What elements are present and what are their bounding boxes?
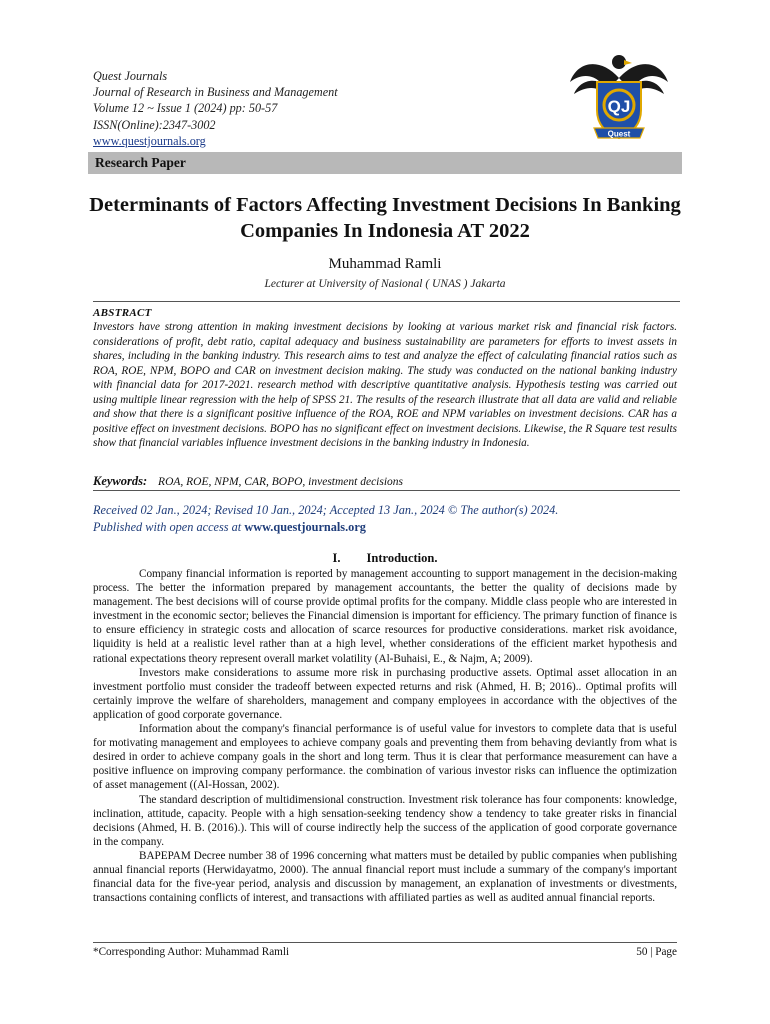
paragraph: The standard description of multidimensional construction. Investment risk tolerance has four components: knowledge, inclination, attitude, capacity. People with a high sensation-seeking tendency show a tendency to take greater risks in financial decisions (Ahmed, H. B. (2016).). This will of course indirectly help the success of the application of good corporate governance in the company.	[93, 793, 677, 848]
journal-header	[93, 68, 338, 149]
paragraph: Company financial information is reported by management accounting to support management in the decision-making process. The better the information prepared by management accountants, the better the quality of decisions made by management. The best decisions will of course provide optimal profits for the company. Middle class people who are interested in investment in the economic sector; believes the Financial dimension is important for efficiency. The primary function of finance is to ensure efficiency in strategic costs and allocation of scarce resources for productive considerations. market risk avoidance, liquidity is held at a realistic level rather than at a high level, whether considerations of the efficient market hypothesis and rational expectations theory represent overall market volatility (Al-Buhaisi, E., & Najm, A; 2009).	[93, 568, 677, 665]
abstract-heading: ABSTRACT	[93, 307, 152, 319]
paragraph: BAPEPAM Decree number 38 of 1996 concerning what matters must be detailed by public companies when publishing annual financial reports (Herwidayatmo, 2000). The annual financial report must include a summary of the company's important financial data for the five-year period, analysis and discussion by management, an explanation of investments or divestments, transactions containing conflicts of interest, and transactions with affiliated parties as well as audited annual financial reports.	[93, 849, 677, 905]
body-text	[93, 567, 677, 905]
keywords	[93, 474, 403, 489]
author-name: Muhammad Ramli	[328, 256, 442, 272]
open-access-prefix: Published with open access at	[93, 520, 245, 534]
journal-volume: Volume 12 ~ Issue 1 (2024) pp: 50-57	[93, 101, 278, 116]
abstract-bottom-rule	[93, 490, 680, 491]
article-type-label: Research Paper	[95, 155, 186, 170]
journal-issn: ISSN(Online):2347-3002	[93, 117, 216, 132]
publication-history	[93, 502, 683, 536]
logo-text: Quest	[607, 129, 631, 139]
keywords-value: ROA, ROE, NPM, CAR, BOPO, investment decisions	[158, 476, 404, 488]
quest-journals-logo	[566, 48, 672, 148]
paper-title: Determinants of Factors Affecting Investment Decisions In Banking Companies In Indonesia AT 2022	[89, 194, 681, 242]
abstract-text: Investors have strong attention in making investment decisions by looking at various market risk and financial risk factors. considerations of profit, debt ratio, capital adequacy and business sustainability are parameters for efforts to invest assets in shares, including in the banking industry. This research aims to test and analyze the effect of calculating financial ratios such as ROA, ROE, NPM, BOPO and CAR on investment decision making. The study was conducted on the national banking industry with financial data for 2017-2021. research method with descriptive quantitative analysis. Hypothesis testing was carried out using multiple linear regression with the help of SPSS 21. The results of the research illustrate that all data are valid and reliable and show that there is a significant positive influence of the ROA, ROE and NPM variables on investment decisions. CAR has a positive effect on investment decisions. BOPO has no significant effect on investment decisions. Likewise, the R Square test results show that financial variables influence investment decisions in the banking industry in Indonesia.	[93, 321, 677, 449]
section-number: I.	[332, 551, 341, 565]
section-title: Introduction.	[366, 551, 438, 565]
author-affiliation: Lecturer at University of Nasional ( UNAS ) Jakarta	[264, 278, 506, 290]
page-footer	[93, 942, 677, 958]
paragraph: Information about the company's financial performance is of useful value for investors to complete data that is useful for motivating management and employees to achieve company goals and preventing them from behaving deviantly from what is desired in order to achieve company goals in the short and long term. Thus it is clear that performance measurement can have a positive influence on improving company performance. the combination of various investor risks can influence the optimization of asset management ((Al-Hossan, 2002).	[93, 723, 677, 792]
journal-url-link[interactable]: www.questjournals.org	[93, 133, 206, 148]
received-dates: Received 02 Jan., 2024; Revised 10 Jan., 2024; Accepted 13 Jan., 2024 © The author(s) 2024.	[93, 503, 559, 517]
journal-full-name: Journal of Research in Business and Management	[93, 85, 338, 100]
corresponding-author: *Corresponding Author: Muhammad Ramli	[93, 946, 290, 958]
keywords-label: Keywords:	[93, 474, 148, 488]
article-type-bar	[88, 152, 682, 174]
open-access-link[interactable]: www.questjournals.org	[244, 520, 366, 534]
paragraph: Investors make considerations to assume more risk in purchasing productive assets. Optimal asset allocation in an investment portfolio must consider the tradeoff between expected returns and risk (Ahmed, H. B; 2016).. Optimal profits will certainly improve the welfare of shareholders, management and company employees in accordance with the objectives of the application of good corporate governance.	[93, 666, 677, 721]
abstract-top-rule	[93, 301, 680, 302]
page-number: 50 | Page	[636, 946, 677, 958]
logo-letters: QJ	[607, 97, 631, 116]
journal-name: Quest Journals	[93, 69, 168, 83]
open-access-line	[93, 519, 683, 536]
section-heading	[93, 551, 677, 566]
